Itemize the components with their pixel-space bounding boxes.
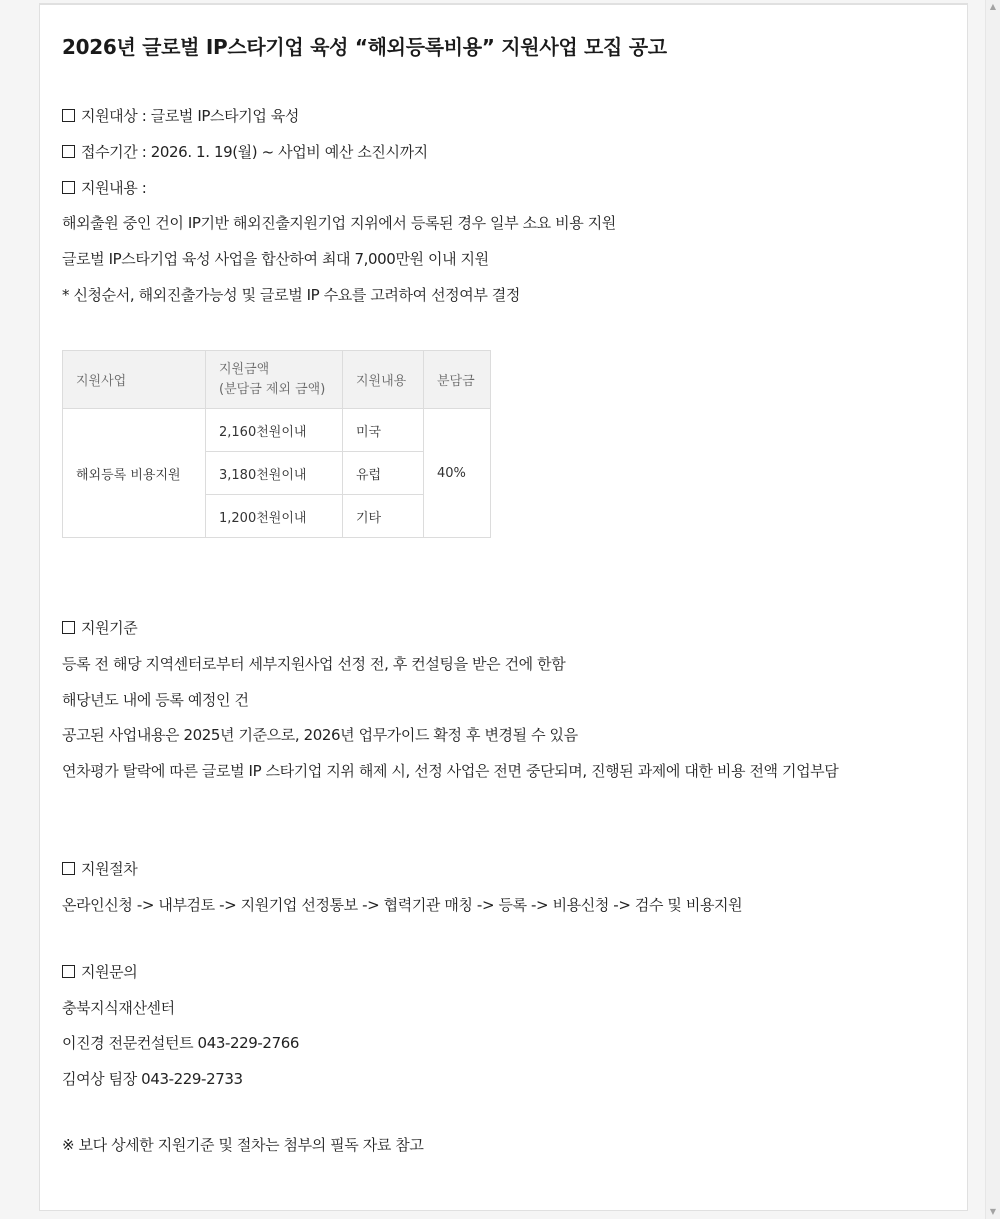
page-title: 2026년 글로벌 IP스타기업 육성 “해외등록비용” 지원사업 모집 공고 bbox=[62, 35, 667, 59]
header-amount-label: 지원금액 bbox=[219, 361, 270, 377]
header-amount-sub: (분담금 제외 금액) bbox=[219, 381, 326, 397]
scroll-down-arrow-icon[interactable]: ▼ bbox=[989, 1207, 997, 1216]
region-cell: 기타 bbox=[343, 495, 424, 538]
share-cell: 40% bbox=[424, 409, 491, 538]
checkbox-square-icon bbox=[62, 862, 75, 875]
table-row bbox=[63, 409, 491, 452]
content-note-line: * 신청순서, 해외진출가능성 및 글로벌 IP 수요를 고려하여 선정여부 결정 bbox=[62, 286, 520, 304]
content-line: 해외출원 중인 건이 IP기반 해외진출지원기업 지위에서 등록된 경우 일부 소요 비용 지원 bbox=[62, 214, 616, 232]
table-header-row bbox=[63, 351, 491, 409]
checkbox-square-icon bbox=[62, 965, 75, 978]
header-detail: 지원내용 bbox=[343, 351, 424, 409]
divider bbox=[40, 4, 967, 5]
target-text: 지원대상 : 글로벌 IP스타기업 육성 bbox=[81, 107, 299, 125]
content-line: 글로벌 IP스타기업 육성 사업을 합산하여 최대 7,000만원 이내 지원 bbox=[62, 250, 489, 268]
criteria-heading-line bbox=[62, 618, 137, 638]
header-amount bbox=[206, 351, 343, 409]
support-table bbox=[62, 350, 491, 538]
checkbox-square-icon bbox=[62, 145, 75, 158]
procedure-heading-line bbox=[62, 859, 137, 879]
criteria-line: 해당년도 내에 등록 예정인 건 bbox=[62, 691, 249, 709]
criteria-heading: 지원기준 bbox=[81, 619, 138, 637]
content-heading-line bbox=[62, 178, 146, 198]
contact-org: 충북지식재산센터 bbox=[62, 999, 175, 1017]
contact-person: 김여상 팀장 043-229-2733 bbox=[62, 1070, 243, 1088]
amount-cell: 1,200천원이내 bbox=[206, 495, 343, 538]
reference-note: ※ 보다 상세한 지원기준 및 절차는 첨부의 필독 자료 참고 bbox=[62, 1136, 424, 1154]
region-cell: 유럽 bbox=[343, 452, 424, 495]
procedure-heading: 지원절차 bbox=[81, 860, 138, 878]
header-share: 분담금 bbox=[424, 351, 491, 409]
target-line bbox=[62, 106, 299, 126]
criteria-line: 등록 전 해당 지역센터로부터 세부지원사업 선정 전, 후 컨설팅을 받은 건에 한함 bbox=[62, 655, 566, 673]
checkbox-square-icon bbox=[62, 109, 75, 122]
content-heading: 지원내용 : bbox=[81, 179, 147, 197]
contact-heading-line bbox=[62, 962, 137, 982]
procedure-line: 온라인신청 -> 내부검토 -> 지원기업 선정통보 -> 협력기관 매칭 -> 등록 -> 비용신청 -> 검수 및 비용지원 bbox=[62, 896, 743, 914]
notice-card bbox=[39, 3, 968, 1211]
region-cell: 미국 bbox=[343, 409, 424, 452]
program-cell: 해외등록 비용지원 bbox=[63, 409, 206, 538]
period-text: 접수기간 : 2026. 1. 19(월) ~ 사업비 예산 소진시까지 bbox=[81, 143, 428, 161]
criteria-line: 공고된 사업내용은 2025년 기준으로, 2026년 업무가이드 확정 후 변경될 수 있음 bbox=[62, 726, 578, 744]
scroll-up-arrow-icon[interactable]: ▲ bbox=[989, 2, 997, 11]
checkbox-square-icon bbox=[62, 181, 75, 194]
contact-heading: 지원문의 bbox=[81, 963, 138, 981]
contact-person: 이진경 전문컨설턴트 043-229-2766 bbox=[62, 1034, 300, 1052]
amount-cell: 3,180천원이내 bbox=[206, 452, 343, 495]
criteria-line: 연차평가 탈락에 따른 글로벌 IP 스타기업 지위 해제 시, 선정 사업은 전면 중단되며, 진행된 과제에 대한 비용 전액 기업부담 bbox=[62, 762, 839, 780]
amount-cell: 2,160천원이내 bbox=[206, 409, 343, 452]
vertical-scrollbar[interactable] bbox=[985, 0, 1000, 1219]
header-program: 지원사업 bbox=[63, 351, 206, 409]
checkbox-square-icon bbox=[62, 621, 75, 634]
period-line bbox=[62, 142, 428, 162]
